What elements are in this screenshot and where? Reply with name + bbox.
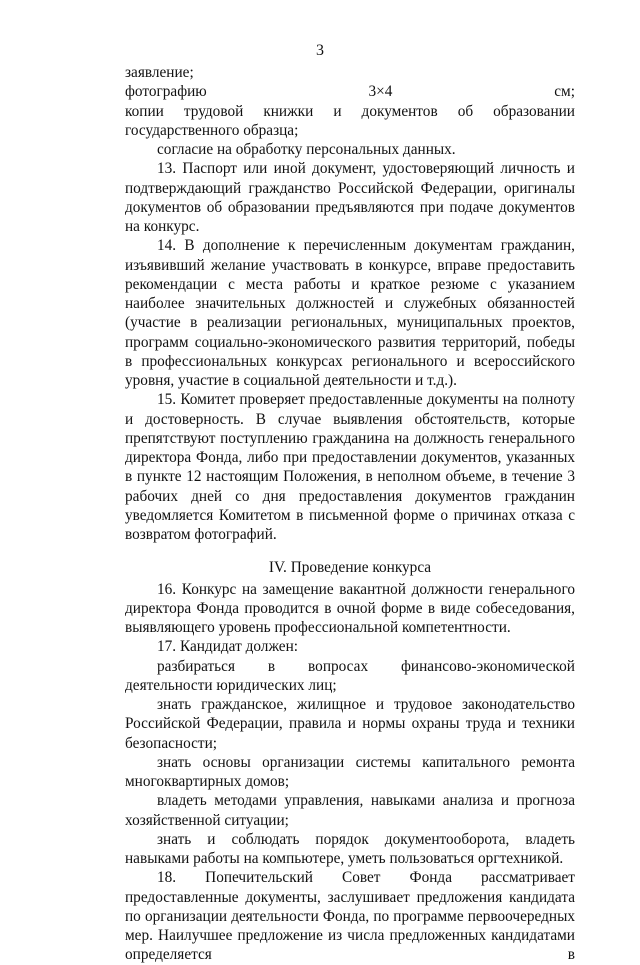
requirement-item: знать и соблюдать порядок документооборота, владеть навыками работы на компьютере, уметь пользоваться оргтехникой.: [125, 830, 575, 867]
paragraph-13: 13. Паспорт или иной документ, удостоверяющий личность и подтверждающий гражданство Российской Федерации, оригиналы документов об образовании предъявляются при подаче документов на конкурс.: [125, 160, 575, 235]
section-heading: IV. Проведение конкурса: [268, 559, 432, 577]
paragraph-15: 15. Комитет проверяет предоставленные документы на полноту и достоверность. В случае выявления обстоятельств, которые препятствуют поступлению гражданина на должность генерального директора Фонда, либо при предоставлении документов, указанных в пункте 12 настоящим Положения, в неполном объеме, в течение 3 рабочих дней со дня предоставления документов гражданин уведомляется Комитетом в письменной форме о причинах отказа с возвратом фотографий.: [125, 391, 575, 543]
requirement-item: знать гражданское, жилищное и трудовое законодательство Российской Федерации, правила и нормы охраны труда и техники безопасности;: [125, 696, 575, 752]
list-item-consent: согласие на обработку персональных данных.: [157, 141, 456, 158]
requirement-item: знать основы организации системы капитального ремонта многоквартирных домов;: [125, 753, 575, 790]
paragraph-17: 17. Кандидат должен:: [157, 638, 299, 656]
document-body: [125, 63, 575, 965]
requirement-item: разбираться в вопросах финансово-экономической деятельности юридических лиц;: [125, 657, 575, 694]
list-item-photo: фотографию 3×4 см;: [125, 83, 575, 101]
requirement-item: владеть методами управления, навыками анализа и прогноза хозяйственной ситуации;: [125, 792, 575, 829]
list-item-copies: копии трудовой книжки и документов об образовании государственного образца;: [125, 102, 575, 139]
paragraph-16: 16. Конкурс на замещение вакантной должности генерального директора Фонда проводится в очной форме в виде собеседования, выявляющего уровень профессиональной компетентности.: [125, 580, 575, 636]
list-item-application: заявление;: [125, 64, 194, 81]
page-number: 3: [316, 42, 324, 59]
paragraph-18: 18. Попечительский Совет Фонда рассматривает предоставленные документы, заслушивает предложения кандидата по организации деятельности Фонда, по программе первоочередных мер. Наилучшее предложение из числа предложенных кандидатами определяется в: [125, 869, 575, 964]
paragraph-14: 14. В дополнение к перечисленным документам гражданин, изъявивший желание участвовать в конкурсе, вправе предоставить рекомендации с места работы и краткое резюме с указанием наиболее значительных должностей и служебных обязанностей (участие в реализации региональных, муниципальных проектов, программ социально-экономического развития территорий, победы в профессиональных конкурсах регионального и всероссийского уровня, участие в социальной деятельности и т.д.).: [125, 237, 575, 389]
